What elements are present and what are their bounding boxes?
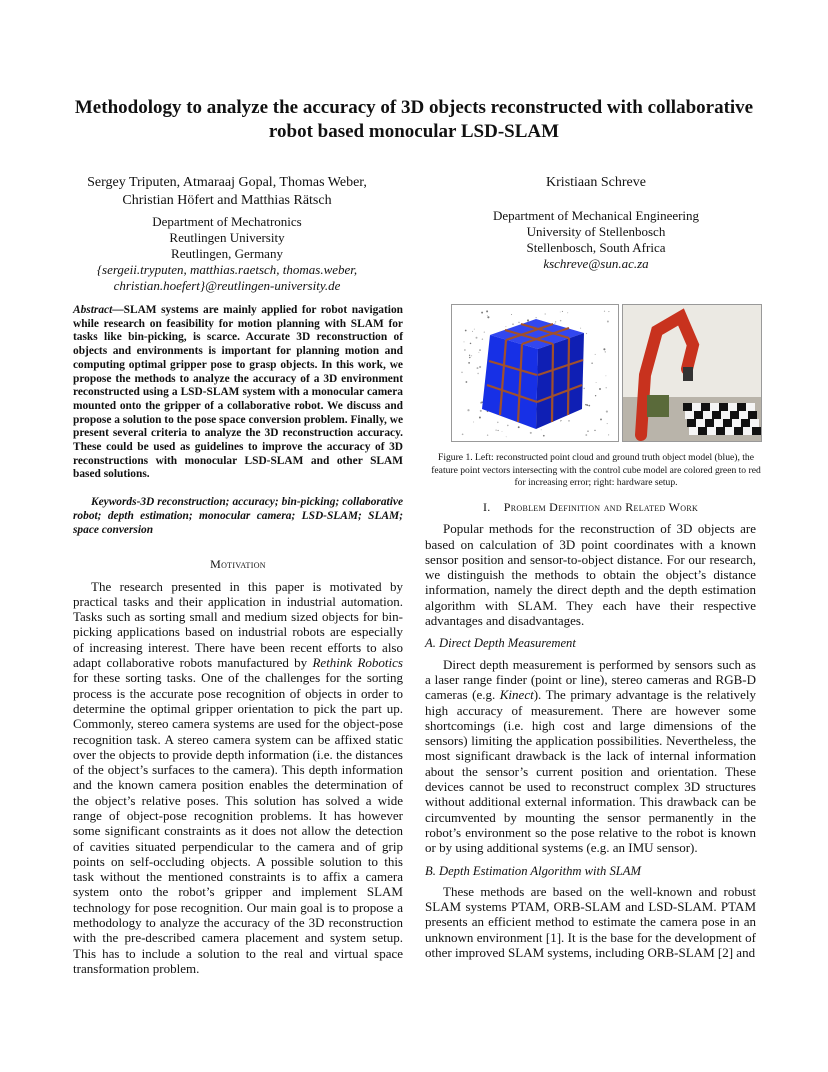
paragraph-text: Direct depth measurement is performed by sensors such as a laser range finder (point or line), stereo cameras and RGB-D cameras (e.g. <box>425 656 756 703</box>
point-cloud-dot <box>591 363 592 364</box>
paragraph-text: PTAM <box>510 899 547 915</box>
paragraph-text: ). The primary advantage is the relatively high accuracy of measurement. There are however some shortcomings (i.e. high cost and large dimensions of the sensors) limiting the application possibilities. Nevertheless, the most significant drawback is the lack of internal information about the sensor’s current position and orientation. These devices cannot be used to reconstruct complex 3D structures without additional external information. This drawback can be circumvented by mounting the sensor permanently in the robot’s environment so the pose relative to the robot is known or by using additional systems (e.g. an IMU sensor). <box>425 687 756 856</box>
checker-square <box>698 427 707 435</box>
affiliation-line: Department of Mechatronics <box>152 214 302 229</box>
checker-square <box>692 403 701 411</box>
point-cloud-dot <box>536 317 537 318</box>
point-cloud-dot <box>606 387 607 388</box>
checker-square <box>683 403 692 411</box>
paragraph-text: SLAM <box>508 945 545 961</box>
point-cloud-dot <box>599 388 601 390</box>
point-cloud-dot <box>487 434 488 435</box>
right-column <box>425 500 756 960</box>
author-names-line: Christian Höfert and Matthias Rätsch <box>122 193 332 208</box>
paragraph-text: [2] and <box>714 945 756 961</box>
paragraph-text: , <box>546 899 554 915</box>
point-cloud-dot <box>518 322 520 324</box>
point-cloud-dot <box>586 333 587 334</box>
point-cloud-dot <box>587 431 588 432</box>
author-block-left <box>72 174 382 294</box>
point-cloud-dot <box>560 421 561 422</box>
abstract <box>73 304 403 482</box>
point-cloud-dot <box>568 420 569 421</box>
section-title: Problem Definition and Related Work <box>503 500 699 514</box>
point-cloud-dot <box>555 321 556 322</box>
point-cloud-dot <box>585 434 587 436</box>
point-cloud-dot <box>603 348 605 350</box>
subsection-label: B. <box>425 863 436 878</box>
paragraph-text: systems <box>461 899 511 915</box>
point-cloud-dot <box>567 312 568 313</box>
point-cloud-dot <box>486 310 488 312</box>
point-cloud-drawing <box>452 305 618 441</box>
checker-square <box>716 427 725 435</box>
subsection-title: SLAM <box>609 863 641 878</box>
author-email: {sergeii.tryputen, matthias.raetsch, thomas.weber, <box>96 262 358 277</box>
point-cloud-dot <box>481 401 483 403</box>
author-email: christian.hoefert}@reutlingen-university.de <box>113 278 341 293</box>
gripper-camera <box>683 367 693 381</box>
point-cloud-dot <box>487 315 488 316</box>
checker-square <box>714 419 723 427</box>
point-cloud-dot <box>502 431 503 432</box>
cube-front-face <box>482 335 538 429</box>
subsection-title: Depth Estimation Algorithm with <box>439 863 610 878</box>
point-cloud-dot <box>477 373 478 374</box>
point-cloud-dot <box>545 313 546 314</box>
paragraph-text: LSD-SLAM <box>648 899 714 915</box>
paragraph-text: The research presented in this paper is motivated by practical tasks and their application in industrial automation. Tasks such as sorting small and medium sized objects for bin-picking applications based on industrial robots are especially of increasing interest. There have been recent efforts to also adapt collaborative robots manufactured by <box>73 578 403 671</box>
abstract-text: for tasks like bin-picking, is scarce. Accurate 3D reconstruction of objects and environments is important for planning motion and computing optimal gripper pose to grasp objects. In this work, we propose the methods to analyze the accuracy of a 3D environment reconstructed using a <box>73 317 403 399</box>
author-names <box>72 174 382 210</box>
point-cloud-dot <box>507 425 509 427</box>
keywords-text: SLAM <box>368 509 400 522</box>
point-cloud-image <box>451 304 619 442</box>
left-column <box>73 304 403 976</box>
point-cloud-dot <box>477 367 479 369</box>
paragraph-text: PTAM <box>720 899 756 915</box>
figure-1 <box>451 304 762 440</box>
point-cloud-dot <box>495 429 496 430</box>
point-cloud-dot <box>580 328 581 329</box>
abstract-text: SLAM <box>350 317 384 330</box>
feature-vector-line <box>568 338 569 415</box>
point-cloud-dot <box>530 432 532 434</box>
point-cloud-dot <box>505 326 506 327</box>
author-names <box>446 174 746 192</box>
checker-square <box>725 427 734 435</box>
keywords-text: ; <box>358 509 369 522</box>
point-cloud-dot <box>562 311 563 312</box>
abstract-dash: — <box>112 304 124 316</box>
checker-square <box>694 411 703 419</box>
author-names-line: Sergey Triputen, Atmaraaj Gopal, Thomas Weber, <box>87 175 367 190</box>
paragraph-text: presents an efficient method to estimate the camera pose in an unknown environment [1]. It is the base for the development of other improved <box>425 914 756 961</box>
point-cloud-dot <box>468 362 470 364</box>
point-cloud-dot <box>543 435 545 437</box>
paragraph-text: Kinect <box>499 687 534 703</box>
paragraph-text: technology for pose recognition. Our main goal is to propose a methodology to analyze the accuracy of the 3D reconstruction with the pre-described camera placement and system setup. This has to include a solution to the real and virtual space transformation problem. <box>73 899 403 976</box>
point-cloud-dot <box>607 423 608 424</box>
keywords <box>73 496 403 537</box>
keywords-text: ; space conversion <box>73 509 403 536</box>
point-cloud-dot <box>466 381 468 383</box>
point-cloud-dot <box>554 323 555 324</box>
point-cloud-dot <box>586 404 588 406</box>
point-cloud-dot <box>482 338 483 339</box>
point-cloud-dot <box>589 405 591 407</box>
point-cloud-dot <box>469 355 470 356</box>
paragraph <box>425 884 756 960</box>
point-cloud-dot <box>478 352 479 353</box>
paragraph-text: systems, including <box>544 945 648 961</box>
section-number: I. <box>482 500 491 514</box>
author-affiliation <box>446 208 746 272</box>
affiliation-line: Department of Mechanical Engineering <box>492 208 700 223</box>
point-cloud-dot <box>605 375 606 376</box>
point-cloud-dot <box>479 349 480 350</box>
point-cloud-dot <box>512 323 514 325</box>
checker-square <box>696 419 705 427</box>
point-cloud-dot <box>604 311 605 312</box>
author-email: kschreve@sun.ac.za <box>543 256 649 271</box>
checker-square <box>732 419 741 427</box>
paper-title: Methodology to analyze the accuracy of 3D objects reconstructed with collaborative robot based monocular LSD-SLAM <box>74 97 754 142</box>
subsection-title: Direct Depth Measurement <box>439 636 576 651</box>
affiliation-line: Reutlingen University <box>169 230 285 245</box>
paragraph <box>425 521 756 628</box>
figure-caption: Figure 1. Left: reconstructed point cloud and ground truth object model (blue), the feature point vectors intersecting with the control cube model are colored green to red for increasing error; right: hardware setup. <box>431 452 761 489</box>
paragraph-text: SLAM <box>425 899 462 915</box>
author-names-line: Kristiaan Schreve <box>546 175 646 190</box>
point-cloud-dot <box>465 330 467 332</box>
point-cloud-dot <box>471 355 472 356</box>
author-block-right <box>446 174 746 272</box>
section-heading-motivation: Motivation <box>210 557 266 572</box>
point-cloud-dot <box>480 410 482 412</box>
abstract-text: and other <box>303 454 371 467</box>
point-cloud-dot <box>596 382 597 383</box>
checker-square <box>728 403 737 411</box>
paragraph-text: These methods are based on the well-known and robust <box>443 883 756 899</box>
point-cloud-dot <box>608 434 609 435</box>
paragraph-text: . They each have their respective advantages and disadvantages. <box>425 597 756 629</box>
checker-square <box>746 403 755 411</box>
checker-square <box>721 411 730 419</box>
checkerboard <box>683 403 761 435</box>
paragraph-text: for these sorting tasks. One of the challenges for the sorting process is the accurate pose recognition of objects in order to determine the optimal gripper orientation to pick the part up. Commonly, stereo camera systems are used for the object-pose recognition task. A stereo camera system can be affixed static over the objects to provide depth information (i.e. the distances of the object’s surfaces to the camera). This depth information and the known camera position enables the determination of the object’s relative poses. This solution has solved a wide range of object-pose recognition problems. It has however some significant constraints as it does not allow the detection of cavities situated perpendicular to the camera and of grip points on self-occluding objects. A possible solution to this task without the mentioned constraints is to affix a camera system onto the robot’s gripper and implement <box>73 670 403 900</box>
paragraph <box>425 657 756 856</box>
paragraph <box>73 579 403 977</box>
checker-square <box>710 403 719 411</box>
point-cloud-dot <box>497 422 498 423</box>
paragraph-text: SLAM <box>517 597 554 613</box>
checker-square <box>719 403 728 411</box>
point-cloud-dot <box>472 331 473 332</box>
affiliation-line: Stellenbosch, South Africa <box>526 240 666 255</box>
point-cloud-dot <box>605 351 606 352</box>
checker-square <box>685 411 694 419</box>
abstract-label: Abstract <box>73 304 113 316</box>
abstract-text: SLAM <box>370 454 403 467</box>
abstract-text: system with a monocular camera mounted onto the gripper of a collaborative robot. We discuss and propose a solution to the pose space conversion problem. Finally, we present several criteria to analyze the 3D reconstruction accuracy. These could be used as guidelines to improve the accuracy of 3D reconstructions with monocular <box>73 386 403 467</box>
section-heading-problem-definition <box>425 500 756 515</box>
point-cloud-dot <box>560 320 562 322</box>
point-cloud-dot <box>476 337 478 339</box>
point-cloud-dot <box>595 354 596 355</box>
checker-square <box>701 403 710 411</box>
point-cloud-dot <box>541 429 542 430</box>
point-cloud-dot <box>583 388 585 390</box>
subsection-heading-b <box>425 864 756 879</box>
point-cloud-dot <box>487 316 489 318</box>
point-cloud-dot <box>461 372 462 373</box>
checker-square <box>730 411 739 419</box>
paragraph-text: and <box>620 899 649 915</box>
checker-square <box>734 427 743 435</box>
affiliation-line: University of Stellenbosch <box>526 224 666 239</box>
point-cloud-dot <box>470 343 472 345</box>
paragraph-text: Rethink Robotics <box>312 655 403 671</box>
point-cloud-dot <box>607 321 609 323</box>
cube-side-face <box>536 333 584 429</box>
keywords-text: Keywords-3D reconstruction; accuracy; bin-picking; collaborative robot; depth estimation; monocular camera; <box>73 496 403 522</box>
point-cloud-dot <box>518 426 520 428</box>
point-cloud-dot <box>511 314 512 315</box>
hardware-setup-image <box>622 304 762 442</box>
point-cloud-dot <box>479 417 481 419</box>
checker-square <box>712 411 721 419</box>
point-cloud-dot <box>527 319 529 321</box>
checker-square <box>748 411 757 419</box>
point-cloud-dot <box>606 411 608 413</box>
point-cloud-dot <box>464 349 466 351</box>
point-cloud-dot <box>464 341 465 342</box>
abstract-text: based solutions. <box>73 468 150 481</box>
point-cloud-dot <box>506 436 507 437</box>
abstract-text: systems are mainly applied for robot navigation while research on feasibility for motion planning with <box>73 304 403 330</box>
checker-square <box>741 419 750 427</box>
paragraph-text: ORB-SLAM <box>647 945 715 961</box>
abstract-text: LSD-SLAM <box>244 454 304 467</box>
abstract-text: SLAM <box>123 304 157 316</box>
point-cloud-dot <box>474 329 475 330</box>
point-cloud-dot <box>594 430 595 431</box>
checker-square <box>752 427 761 435</box>
paragraph-text: . <box>713 899 721 915</box>
subsection-label: A. <box>425 636 436 651</box>
feature-vector-line <box>552 344 553 422</box>
point-cloud-dot <box>498 430 499 431</box>
checker-square <box>743 427 752 435</box>
abstract-text: LSD-SLAM <box>180 386 240 399</box>
hardware-setup-drawing <box>623 305 761 441</box>
point-cloud-dot <box>560 312 561 313</box>
point-cloud-dot <box>469 357 470 358</box>
checker-square <box>707 427 716 435</box>
checker-square <box>750 419 759 427</box>
point-cloud-dot <box>467 409 469 411</box>
author-affiliation <box>72 214 382 294</box>
robot-base <box>647 395 669 417</box>
checker-square <box>739 411 748 419</box>
point-cloud-dot <box>462 433 464 435</box>
point-cloud-dot <box>600 418 602 420</box>
affiliation-line: Reutlingen, Germany <box>171 246 283 261</box>
checker-square <box>705 419 714 427</box>
point-cloud-dot <box>473 422 474 423</box>
point-cloud-dot <box>479 366 481 368</box>
point-cloud-dot <box>481 312 483 314</box>
point-cloud-dot <box>484 332 485 333</box>
paragraph-text: ORB-SLAM <box>553 899 621 915</box>
checker-square <box>687 419 696 427</box>
checker-square <box>703 411 712 419</box>
keywords-text: LSD-SLAM <box>301 509 358 522</box>
paragraph-text: SLAM <box>366 884 403 900</box>
point-cloud-dot <box>608 311 609 312</box>
subsection-heading-a <box>425 636 756 651</box>
checker-square <box>723 419 732 427</box>
checker-square <box>689 427 698 435</box>
checker-square <box>737 403 746 411</box>
point-cloud-dot <box>595 395 596 396</box>
paragraph-text: Popular methods for the reconstruction of 3D objects are based on calculation of 3D point coordinates with a known sensor position and sensor-to-object distance. For our research, we distinguish the methods to obtain the object’s distance information, namely the direct depth and the depth estimation algorithm with <box>425 521 756 613</box>
